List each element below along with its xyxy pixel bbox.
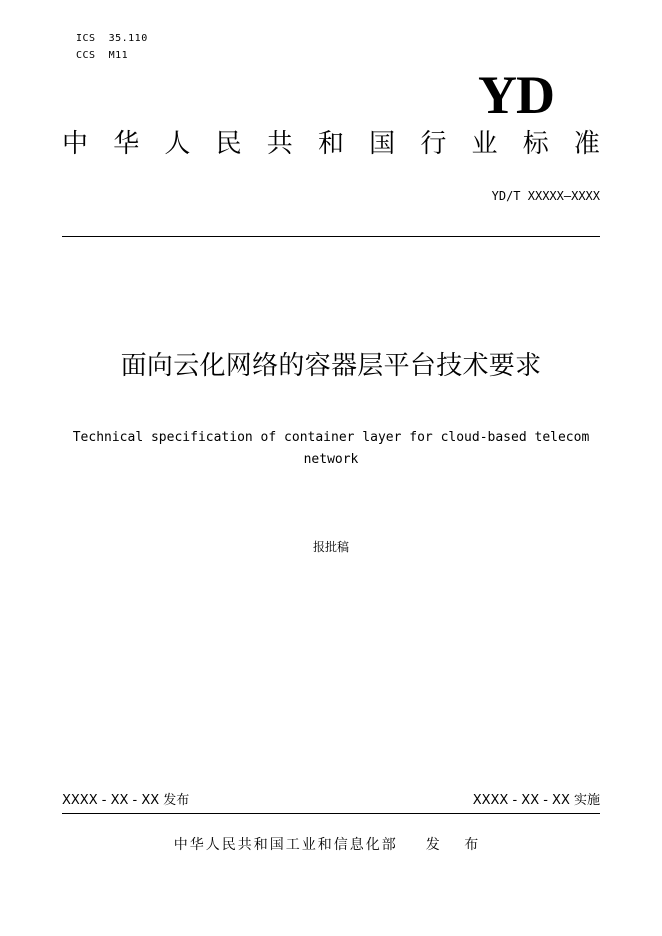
draft-stage-label: 报批稿 xyxy=(312,540,349,554)
heading-char: 国 xyxy=(369,129,396,159)
standard-number: YD/T XXXXX—XXXX xyxy=(491,189,600,203)
heading-char: 民 xyxy=(215,129,242,159)
heading-char: 和 xyxy=(317,129,344,159)
ics-code: ICS 35.110 xyxy=(76,33,148,44)
document-title-english: Technical specification of container layer for cloud-based telecom network xyxy=(72,430,590,467)
implement-date: XXXX - XX - XX 实施 xyxy=(472,793,600,808)
issue-action: 发 布 xyxy=(425,837,489,853)
heading-char: 行 xyxy=(420,129,447,159)
heading-char: 共 xyxy=(266,129,293,159)
publish-date: XXXX - XX - XX 发布 xyxy=(62,793,190,808)
heading-char: 标 xyxy=(522,129,549,159)
heading-char: 华 xyxy=(113,129,140,159)
footer-divider xyxy=(62,813,600,814)
issuer-line xyxy=(0,835,662,855)
yd-logo: YD xyxy=(478,65,554,125)
heading-char: 准 xyxy=(573,129,600,159)
document-title-chinese: 面向云化网络的容器层平台技术要求 xyxy=(120,351,542,381)
ccs-code: CCS M11 xyxy=(76,50,129,61)
heading-char: 业 xyxy=(471,129,498,159)
heading-char: 人 xyxy=(164,129,191,159)
header-divider xyxy=(62,236,600,237)
issuer-name: 中华人民共和国工业和信息化部 xyxy=(173,837,398,853)
industry-standard-heading xyxy=(62,128,600,160)
heading-char: 中 xyxy=(62,129,89,159)
